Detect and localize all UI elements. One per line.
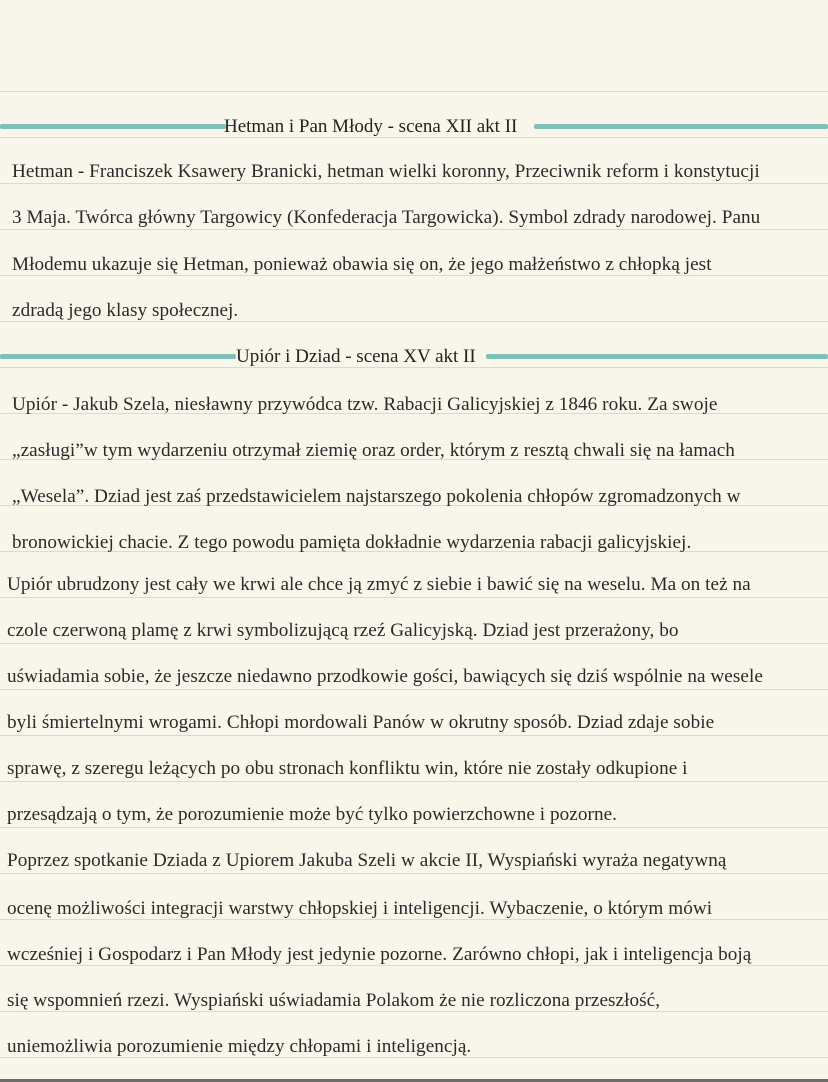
- ruled-line: [0, 91, 828, 92]
- heading-bar-left: [0, 354, 236, 359]
- ruled-line: [0, 873, 828, 874]
- text-line: „Wesela”. Dziad jest zaś przedstawicielem najstarszego pokolenia chłopów zgromadzonych w: [12, 486, 741, 507]
- text-line: się wspomnień rzezi. Wyspiański uświadamia Polakom że nie rozliczona przeszłość,: [7, 990, 661, 1011]
- text-line: ocenę możliwości integracji warstwy chłopskiej i inteligencji. Wybaczenie, o którym mówi: [7, 898, 713, 919]
- heading-bar-right: [486, 354, 828, 359]
- text-line: uniemożliwia porozumienie między chłopami i inteligencją.: [7, 1036, 472, 1057]
- text-line: bronowickiej chacie. Z tego powodu pamięta dokładnie wydarzenia rabacji galicyjskiej.: [12, 532, 692, 553]
- text-line: „zasługi”w tym wydarzeniu otrzymał ziemię oraz order, którym z resztą chwali się na łamach: [12, 440, 735, 461]
- text-line: czole czerwoną plamę z krwi symbolizującą rzeź Galicyjską. Dziad jest przerażony, bo: [7, 620, 679, 641]
- section-title: Upiór i Dziad - scena XV akt II: [236, 346, 476, 367]
- ruled-line: [0, 735, 828, 736]
- text-line: Upiór ubrudzony jest cały we krwi ale chce ją zmyć z siebie i bawić się na weselu. Ma on też na: [7, 574, 751, 595]
- text-line: byli śmiertelnymi wrogami. Chłopi mordowali Panów w okrutny sposób. Dziad zdaje sobie: [7, 712, 715, 733]
- text-line: 3 Maja. Twórca główny Targowicy (Konfederacja Targowicka). Symbol zdrady narodowej. Panu: [12, 207, 761, 228]
- text-line: Młodemu ukazuje się Hetman, ponieważ obawia się on, że jego małżeństwo z chłopką jest: [12, 254, 712, 275]
- text-line: zdradą jego klasy społecznej.: [12, 300, 239, 321]
- text-line: przesądzają o tym, że porozumienie może być tylko powierzchowne i pozorne.: [7, 804, 617, 825]
- text-line: Poprzez spotkanie Dziada z Upiorem Jakuba Szeli w akcie II, Wyspiański wyraża negatywną: [7, 850, 727, 871]
- text-line: wcześniej i Gospodarz i Pan Młody jest jedynie pozorne. Zarówno chłopi, jak i inteligencja boją: [7, 944, 752, 965]
- text-line: Hetman - Franciszek Ksawery Branicki, hetman wielki koronny, Przeciwnik reform i konstytucji: [12, 161, 760, 182]
- ruled-line: [0, 781, 828, 782]
- section-heading-hetman: [0, 115, 828, 139]
- ruled-line: [0, 827, 828, 828]
- section-title: Hetman i Pan Młody - scena XII akt II: [224, 116, 518, 137]
- heading-bar-left: [0, 124, 226, 129]
- ruled-line: [0, 643, 828, 644]
- text-line: Upiór - Jakub Szela, niesławny przywódca tzw. Rabacji Galicyjskiej z 1846 roku. Za swoje: [12, 394, 718, 415]
- ruled-line: [0, 689, 828, 690]
- heading-bar-right: [534, 124, 828, 129]
- section-heading-upior: [0, 345, 828, 369]
- text-line: sprawę, z szeregu leżących po obu stronach konfliktu win, które nie zostały odkupione i: [7, 758, 688, 779]
- ruled-line: [0, 597, 828, 598]
- text-line: uświadamia sobie, że jeszcze niedawno przodkowie gości, bawiących się dziś wspólnie na wesele: [7, 666, 763, 687]
